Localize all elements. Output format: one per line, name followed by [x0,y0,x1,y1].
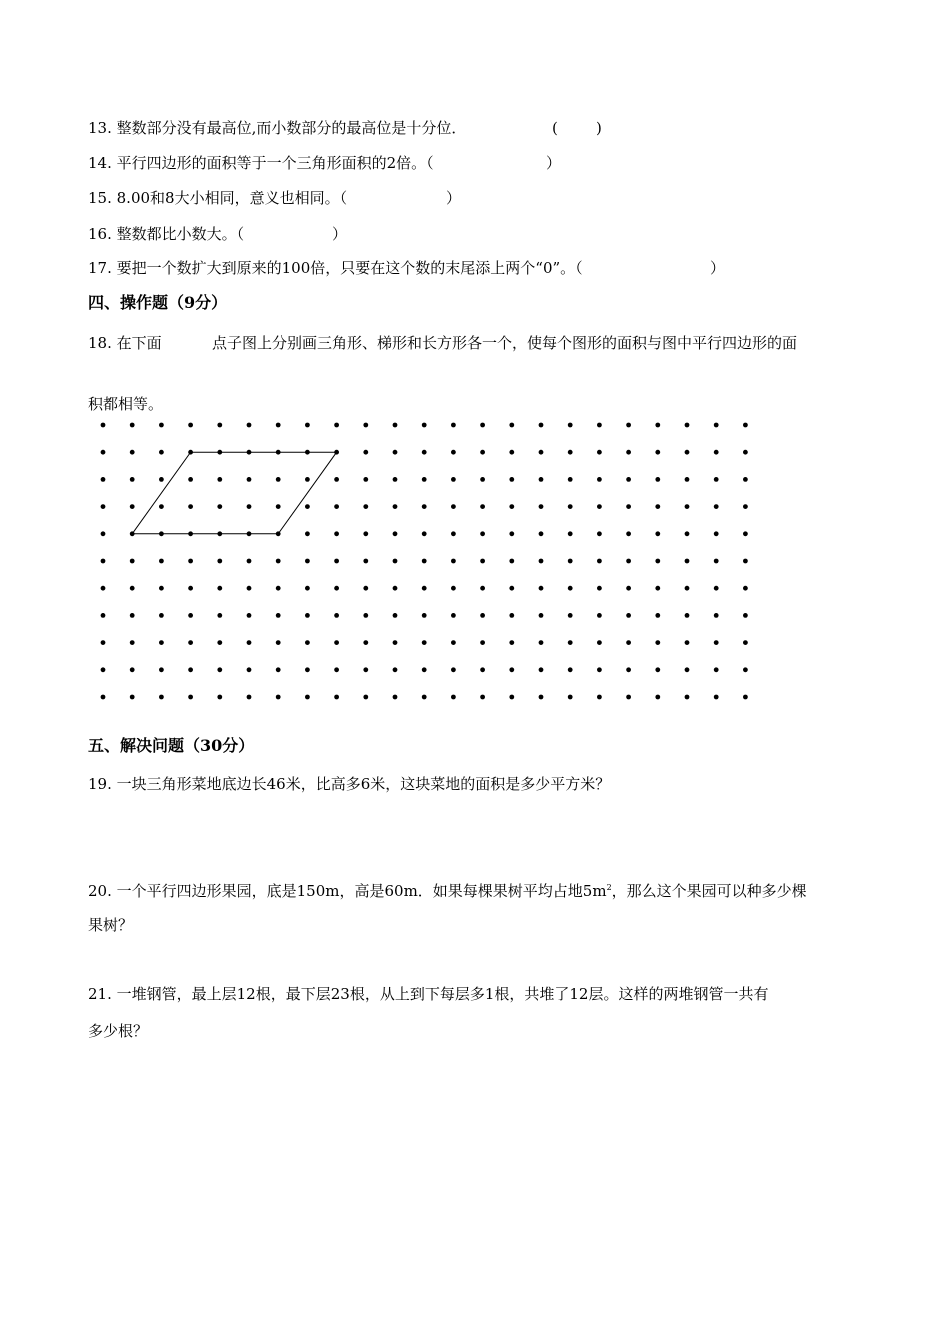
grid-dot [393,613,398,618]
grid-dot [685,695,690,700]
grid-dot [480,423,485,428]
grid-dot [305,423,310,428]
grid-dot [451,586,456,591]
grid-dot [334,640,339,645]
grid-dot [276,695,281,700]
grid-dot [188,531,193,536]
grid-dot [480,613,485,618]
grid-dot [568,640,573,645]
grid-dot [159,586,164,591]
grid-dot [655,695,660,700]
grid-dot [626,504,631,509]
grid-dot [101,695,106,700]
grid-dot [597,695,602,700]
superscript: 2 [606,883,612,892]
question-18-line2: 积都相等。 [88,395,164,413]
grid-dot [247,450,252,455]
grid-dot [159,450,164,455]
grid-dot [130,613,135,618]
grid-dot [159,695,164,700]
grid-dot [276,423,281,428]
grid-dot [305,695,310,700]
grid-dot [714,613,719,618]
grid-dot [422,559,427,564]
grid-dot [714,531,719,536]
grid-dot [130,586,135,591]
grid-dot [655,477,660,482]
grid-dot [276,477,281,482]
grid-dot [568,559,573,564]
grid-dot [539,477,544,482]
grid-dot [422,450,427,455]
grid-dot [188,423,193,428]
dot-group [101,423,748,700]
grid-dot [685,504,690,509]
grid-dot [363,477,368,482]
grid-dot [451,504,456,509]
grid-dot [714,640,719,645]
grid-dot [393,586,398,591]
grid-dot [743,613,748,618]
grid-dot [597,531,602,536]
question-text-part1: 在下面 [116,334,162,352]
grid-dot [714,559,719,564]
grid-dot [101,504,106,509]
grid-dot [159,477,164,482]
grid-dot [539,586,544,591]
grid-dot [422,667,427,672]
grid-dot [451,667,456,672]
grid-dot [655,450,660,455]
grid-dot [101,423,106,428]
grid-dot [422,504,427,509]
grid-dot [539,695,544,700]
grid-dot [188,586,193,591]
grid-dot [363,695,368,700]
grid-dot [188,695,193,700]
grid-dot [539,450,544,455]
grid-dot [626,450,631,455]
grid-dot [101,559,106,564]
grid-dot [334,586,339,591]
grid-dot [509,504,514,509]
grid-dot [568,586,573,591]
grid-dot [685,477,690,482]
grid-dot [509,531,514,536]
grid-dot [509,695,514,700]
grid-dot [276,667,281,672]
question-number: 21. [88,985,112,1003]
grid-dot [480,531,485,536]
grid-dot [685,559,690,564]
question-text: 整数部分没有最高位,而小数部分的最高位是十分位． [116,119,467,137]
grid-dot [568,423,573,428]
grid-dot [539,531,544,536]
grid-dot [334,504,339,509]
question-text: 8.00和8大小相同，意义也相同。（ [116,189,348,207]
question-number: 17. [88,259,112,277]
grid-dot [743,640,748,645]
grid-dot [568,667,573,672]
grid-dot [393,504,398,509]
grid-dot [130,423,135,428]
grid-dot [276,531,281,536]
grid-dot [714,586,719,591]
answer-paren-close: ） [332,225,348,243]
grid-dot [247,667,252,672]
grid-dot [393,667,398,672]
question-number: 13. [88,119,112,137]
grid-dot [451,559,456,564]
grid-dot [509,586,514,591]
grid-dot [305,477,310,482]
grid-dot [597,450,602,455]
grid-dot [363,640,368,645]
grid-dot [101,586,106,591]
grid-dot [305,640,310,645]
grid-dot [685,450,690,455]
grid-dot [188,559,193,564]
grid-dot [334,531,339,536]
grid-dot [188,640,193,645]
grid-dot [247,531,252,536]
question-21-line2: 多少根？ [88,1022,149,1040]
answer-paren-close: ） [446,189,462,207]
grid-dot [451,450,456,455]
grid-dot [714,477,719,482]
grid-dot [568,613,573,618]
grid-dot [714,695,719,700]
grid-dot [217,477,222,482]
grid-dot [451,423,456,428]
grid-dot [217,531,222,536]
grid-dot [276,586,281,591]
grid-dot [363,450,368,455]
grid-dot [480,695,485,700]
grid-dot [480,586,485,591]
question-number: 20. [88,882,112,900]
grid-dot [159,640,164,645]
grid-dot [626,423,631,428]
grid-dot [276,613,281,618]
grid-dot [334,423,339,428]
grid-dot [626,667,631,672]
grid-dot [597,640,602,645]
question-18-continued: 点子图上分别画三角形、梯形和长方形各一个，使每个图形的面积与图中平行四边形的面 [212,334,798,352]
answer-paren-close: ） [546,154,562,172]
grid-dot [159,423,164,428]
question-text: 整数都比小数大。（ [116,225,245,243]
grid-dot [626,586,631,591]
grid-dot [539,613,544,618]
grid-dot [626,477,631,482]
answer-paren-close: ) [596,119,602,137]
grid-dot [188,477,193,482]
grid-dot [597,559,602,564]
grid-dot [159,559,164,564]
grid-dot [685,531,690,536]
grid-dot [217,450,222,455]
grid-dot [743,504,748,509]
grid-dot [130,477,135,482]
grid-dot [393,531,398,536]
grid-dot [539,423,544,428]
grid-dot [305,450,310,455]
grid-dot [509,613,514,618]
grid-dot [363,613,368,618]
grid-dot [363,586,368,591]
grid-dot [363,504,368,509]
grid-dot [743,667,748,672]
grid-dot [276,640,281,645]
grid-dot [247,640,252,645]
grid-dot [334,695,339,700]
grid-dot [626,613,631,618]
grid-dot [655,423,660,428]
question-text: 平行四边形的面积等于一个三角形面积的2倍。（ [116,154,434,172]
grid-dot [217,559,222,564]
question-20 [88,878,807,901]
grid-dot [305,613,310,618]
grid-dot [188,450,193,455]
grid-dot [305,667,310,672]
grid-dot [480,450,485,455]
grid-dot [743,477,748,482]
grid-dot [509,477,514,482]
grid-dot [334,450,339,455]
grid-dot [743,586,748,591]
grid-dot [101,667,106,672]
grid-dot [363,559,368,564]
grid-dot [101,640,106,645]
grid-dot [597,613,602,618]
grid-dot [363,423,368,428]
grid-dot [247,613,252,618]
question-text-part1: 一堆钢管，最上层12根，最下层23根，从上到下每层多1根，共堆了12层。这样的两堆钢管一共有 [116,985,769,1003]
grid-dot [685,640,690,645]
grid-dot [159,613,164,618]
grid-dot [159,667,164,672]
grid-dot [130,531,135,536]
grid-dot [247,504,252,509]
grid-dot [509,450,514,455]
grid-dot [130,695,135,700]
question-text: 要把一个数扩大到原来的100倍，只要在这个数的末尾添上两个“0”。（ [116,259,583,277]
grid-dot [480,640,485,645]
grid-dot [159,504,164,509]
question-number: 15. [88,189,112,207]
grid-dot [101,450,106,455]
grid-dot [714,667,719,672]
grid-dot [305,531,310,536]
grid-dot [422,477,427,482]
grid-dot [743,531,748,536]
grid-dot [217,640,222,645]
grid-dot [451,695,456,700]
grid-dot [393,559,398,564]
grid-dot [480,477,485,482]
grid-dot [393,477,398,482]
grid-dot [743,450,748,455]
grid-dot [217,586,222,591]
grid-dot [334,559,339,564]
grid-dot [276,559,281,564]
grid-dot [655,613,660,618]
grid-dot [188,504,193,509]
grid-dot [217,613,222,618]
grid-dot [626,559,631,564]
grid-dot [714,423,719,428]
grid-dot [743,423,748,428]
answer-paren-close: ） [710,259,726,277]
grid-dot [685,667,690,672]
grid-dot [217,667,222,672]
question-21 [88,984,768,1004]
grid-dot [480,559,485,564]
grid-dot [451,477,456,482]
grid-dot [130,504,135,509]
grid-dot [626,640,631,645]
grid-dot [247,423,252,428]
grid-dot [305,586,310,591]
grid-dot [305,504,310,509]
grid-dot [568,477,573,482]
grid-dot [655,559,660,564]
grid-dot [451,640,456,645]
grid-dot [247,559,252,564]
grid-dot [422,423,427,428]
grid-dot [597,667,602,672]
grid-dot [334,667,339,672]
grid-dot [509,667,514,672]
grid-dot [247,586,252,591]
grid-dot [393,695,398,700]
grid-dot [130,640,135,645]
grid-dot [422,640,427,645]
grid-dot [655,504,660,509]
grid-dot [422,586,427,591]
grid-dot [188,667,193,672]
grid-dot [685,423,690,428]
grid-dot [305,559,310,564]
grid-dot [597,586,602,591]
grid-dot [626,695,631,700]
grid-dot [276,450,281,455]
grid-dot [188,613,193,618]
grid-dot [655,586,660,591]
grid-dot [101,531,106,536]
grid-dot [276,504,281,509]
grid-dot [714,504,719,509]
grid-dot [130,667,135,672]
grid-dot [509,423,514,428]
grid-dot [451,531,456,536]
grid-dot [714,450,719,455]
question-text-part2: ，那么这个果园可以种多少棵 [611,882,807,900]
grid-dot [685,586,690,591]
grid-dot [101,613,106,618]
grid-dot [363,531,368,536]
section-4-title: 四、操作题（9分） [88,293,228,312]
grid-dot [655,531,660,536]
grid-dot [247,695,252,700]
grid-dot [480,667,485,672]
grid-dot [509,640,514,645]
grid-dot [393,640,398,645]
grid-dot [363,667,368,672]
question-number: 14. [88,154,112,172]
grid-dot [743,559,748,564]
grid-dot [655,640,660,645]
question-20-line2: 果树？ [88,916,134,934]
question-number: 19. [88,775,112,793]
question-19 [88,774,610,794]
grid-dot [422,531,427,536]
grid-dot [597,423,602,428]
parallelogram-shape [132,452,336,534]
grid-dot [743,695,748,700]
grid-dot [422,613,427,618]
grid-dot [568,695,573,700]
grid-dot [393,450,398,455]
grid-dot [597,504,602,509]
grid-dot [539,640,544,645]
grid-dot [655,667,660,672]
grid-dot [101,477,106,482]
grid-dot [247,477,252,482]
grid-dot [159,531,164,536]
grid-dot [217,504,222,509]
grid-dot [539,559,544,564]
grid-dot [539,504,544,509]
question-number: 16. [88,225,112,243]
grid-dot [130,450,135,455]
grid-dot [217,423,222,428]
grid-dot [422,695,427,700]
grid-dot [568,450,573,455]
grid-dot [626,531,631,536]
grid-dot [509,559,514,564]
grid-dot [597,477,602,482]
grid-dot [568,531,573,536]
grid-dot [334,613,339,618]
grid-dot [130,559,135,564]
grid-dot [568,504,573,509]
answer-paren-open: ( [552,119,558,137]
question-number: 18. [88,334,112,352]
grid-dot [334,477,339,482]
grid-dot [393,423,398,428]
grid-dot [539,667,544,672]
grid-dot [451,613,456,618]
question-text: 一块三角形菜地底边长46米，比高多6米，这块菜地的面积是多少平方米？ [116,775,611,793]
grid-dot [217,695,222,700]
grid-dot [480,504,485,509]
grid-dot [685,613,690,618]
question-text-part1: 一个平行四边形果园，底是150m，高是60m．如果每棵果树平均占地5m [116,882,607,900]
section-5-title: 五、解决问题（30分） [88,736,255,755]
